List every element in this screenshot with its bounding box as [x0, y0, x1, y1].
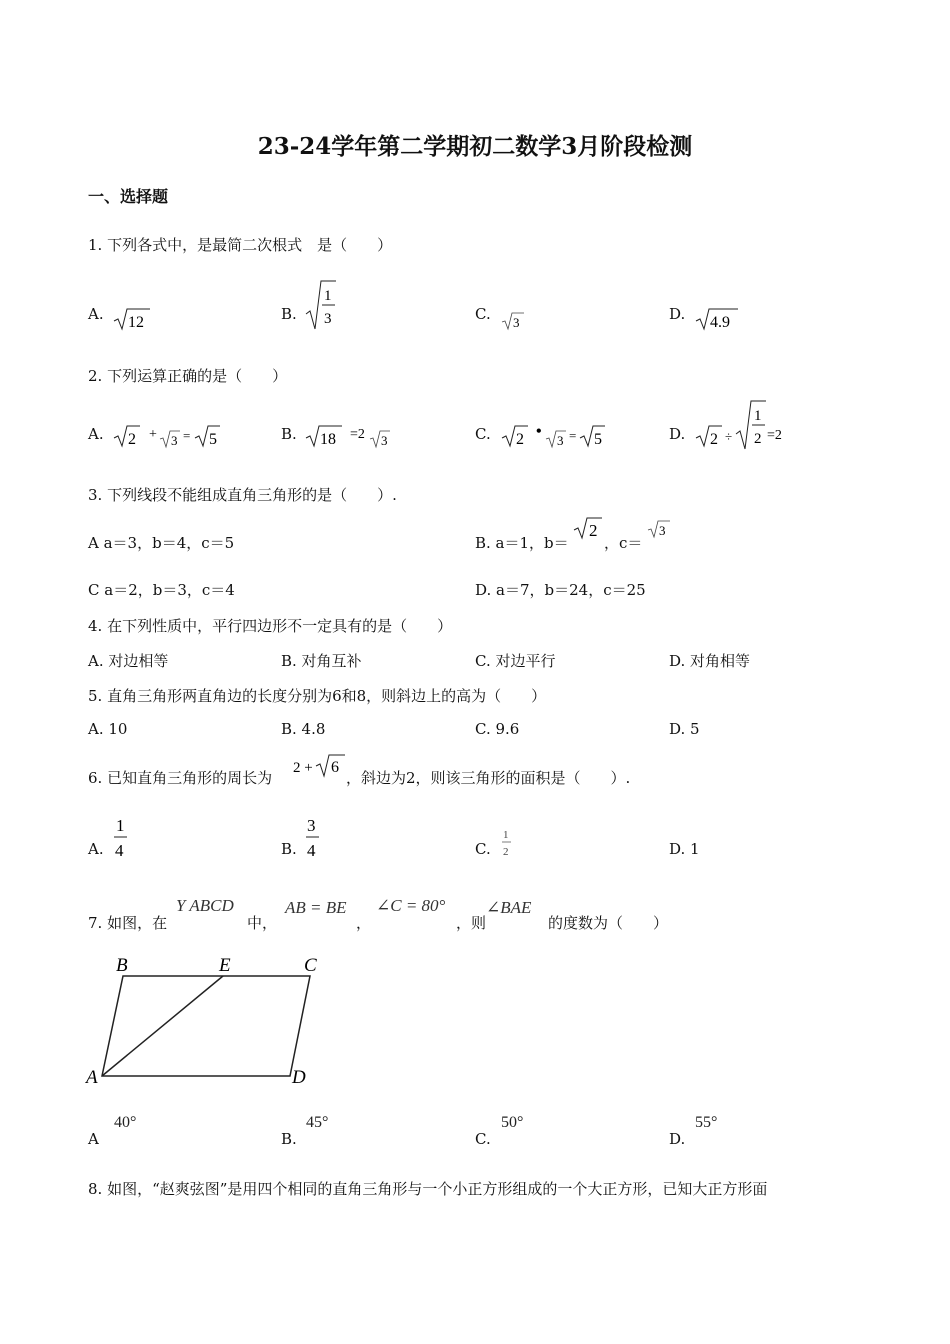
q7-parallelogram-figure	[80, 950, 340, 1092]
q8-stem: 8. 如图，“赵爽弦图”是用四个相同的直角三角形与一个小正方形组成的一个大正方形，已知大正方形面	[88, 1180, 768, 1198]
q7-math-parallelogram: Y ABCD	[176, 896, 234, 915]
q3-option-c: C a＝2，b＝3，c＝4	[88, 581, 235, 599]
q2-option-c-label: C.	[475, 425, 491, 443]
q4-option-d: D. 对角相等	[669, 652, 751, 670]
q6-option-a-label: A.	[88, 840, 104, 858]
q7-option-c-label: C.	[475, 1130, 491, 1148]
q2-a-r1: 2	[128, 431, 136, 448]
q2-c-op: •	[536, 423, 542, 440]
q3-option-d: D. a＝7，b＝24，c＝25	[475, 581, 646, 599]
q2-option-c-math	[500, 422, 615, 450]
q7-stem-4: ，则	[456, 914, 487, 932]
q5-option-d: D. 5	[669, 720, 700, 738]
q1-c-radicand: 3	[513, 315, 520, 330]
vertex-a-label: A	[86, 1067, 98, 1088]
q4-option-a: A. 对边相等	[88, 652, 169, 670]
q2-d-r1: 2	[710, 431, 718, 448]
q7-option-b-value: 45°	[306, 1114, 329, 1131]
q3-b-r2: 3	[659, 523, 666, 538]
q7-option-c-value: 50°	[501, 1114, 524, 1131]
q7-option-d-label: D.	[669, 1130, 686, 1148]
q2-b-eq: =2	[350, 427, 365, 442]
section-heading: 一、选择题	[88, 187, 169, 206]
vertex-d-label: D	[292, 1067, 306, 1088]
vertex-b-label: B	[116, 955, 128, 976]
q5-stem: 5. 直角三角形两直角边的长度分别为6和8，则斜边上的高为（ ）	[88, 687, 547, 705]
q6-option-b-frac	[304, 812, 322, 860]
q6-option-c-label: C.	[475, 840, 491, 858]
q7-option-a-label: A	[88, 1130, 99, 1148]
q4-option-c: C. 对边平行	[475, 652, 556, 670]
q3-b-middle: ，c＝	[604, 534, 643, 552]
q6-c-den: 2	[503, 846, 509, 858]
q2-c-r1: 2	[516, 431, 524, 448]
q3-b-sqrt3	[646, 518, 672, 540]
q6-perim-r: 6	[331, 759, 339, 776]
q6-option-d: D. 1	[669, 840, 700, 858]
q1-b-denominator: 3	[324, 311, 332, 327]
q6-option-a-frac	[112, 812, 130, 860]
q3-option-b	[475, 532, 569, 553]
q7-option-b-label: B.	[281, 1130, 297, 1148]
q1-stem: 1. 下列各式中，是最简二次根式 是（ ）	[88, 236, 393, 254]
q6-stem-pre: 6. 已知直角三角形的周长为	[88, 769, 273, 787]
q5-option-b: B. 4.8	[281, 720, 326, 738]
q3-b-sqrt2	[572, 514, 606, 542]
q6-option-c-frac	[500, 826, 514, 860]
q2-a-op: +	[149, 427, 157, 442]
q5-option-a: A. 10	[88, 720, 128, 738]
q6-c-num: 1	[503, 829, 509, 841]
q2-c-r3: 5	[594, 431, 602, 448]
q2-b-r1: 18	[320, 431, 336, 448]
q6-perimeter-math	[292, 752, 348, 780]
q3-option-a: A a＝3，b＝4，c＝5	[88, 534, 235, 552]
q1-option-d-label: D.	[669, 305, 686, 323]
q2-stem: 2. 下列运算正确的是（ ）	[88, 367, 288, 385]
q6-a-num: 1	[116, 816, 125, 835]
q7-math-ab-be: AB = BE	[285, 898, 347, 917]
q7-stem-1: 7. 如图，在	[88, 914, 168, 932]
q1-d-radicand: 4.9	[710, 314, 730, 331]
q2-d-eq: =2	[767, 428, 782, 443]
q6-a-den: 4	[115, 841, 124, 860]
q7-option-a-value: 40°	[114, 1114, 137, 1131]
q1-option-c-label: C.	[475, 305, 491, 323]
page-title: 23-24学年第二学期初二数学3月阶段检测	[257, 133, 693, 160]
q2-option-b-math	[304, 422, 404, 450]
q2-a-r3: 5	[209, 431, 217, 448]
q7-stem-5: 的度数为（ ）	[548, 914, 669, 932]
q2-b-r2: 3	[381, 433, 388, 448]
vertex-e-label: E	[219, 955, 231, 976]
q2-d-op: ÷	[725, 429, 733, 444]
q2-d-denominator: 2	[754, 431, 762, 447]
q7-option-d-value: 55°	[695, 1114, 718, 1131]
q3-stem: 3. 下列线段不能组成直角三角形的是（ ）.	[88, 486, 397, 504]
q6-stem-post: ，斜边为2，则该三角形的面积是（ ）.	[346, 769, 631, 787]
q1-option-b-math	[304, 278, 338, 332]
q2-d-numerator: 1	[754, 408, 762, 424]
vertex-c-label: C	[304, 955, 317, 976]
q1-option-a-label: A.	[88, 305, 104, 323]
q2-option-d-math	[694, 398, 794, 452]
q4-stem: 4. 在下列性质中，平行四边形不一定具有的是（ ）	[88, 617, 453, 635]
q1-b-numerator: 1	[324, 288, 332, 304]
q3-b-prefix: B. a＝1，b＝	[475, 534, 569, 552]
q7-stem-3: ，	[356, 914, 372, 932]
q2-a-eq: =	[183, 428, 191, 443]
q2-option-a-math	[112, 422, 227, 450]
q1-option-a-math	[112, 306, 152, 332]
q2-c-r2: 3	[557, 433, 564, 448]
q6-b-num: 3	[307, 816, 316, 835]
q3-b-r1: 2	[589, 521, 598, 540]
q1-option-c-math	[500, 310, 526, 332]
q6-option-b-label: B.	[281, 840, 297, 858]
q2-option-d-label: D.	[669, 425, 686, 443]
q1-option-d-math	[694, 306, 740, 332]
q4-option-b: B. 对角互补	[281, 652, 362, 670]
q2-a-r2: 3	[171, 433, 178, 448]
q7-stem-2: 中，	[247, 914, 278, 932]
q2-option-a-label: A.	[88, 425, 104, 443]
q2-c-eq: =	[569, 428, 577, 443]
q1-option-b-label: B.	[281, 305, 297, 323]
q6-b-den: 4	[307, 841, 316, 860]
q5-option-c: C. 9.6	[475, 720, 520, 738]
q2-option-b-label: B.	[281, 425, 297, 443]
q7-math-angle-c: ∠C = 80°	[376, 896, 446, 915]
q6-perim-a: 2 +	[293, 760, 313, 776]
q1-a-radicand: 12	[128, 314, 144, 331]
q7-math-angle-bae: ∠BAE	[486, 898, 532, 917]
